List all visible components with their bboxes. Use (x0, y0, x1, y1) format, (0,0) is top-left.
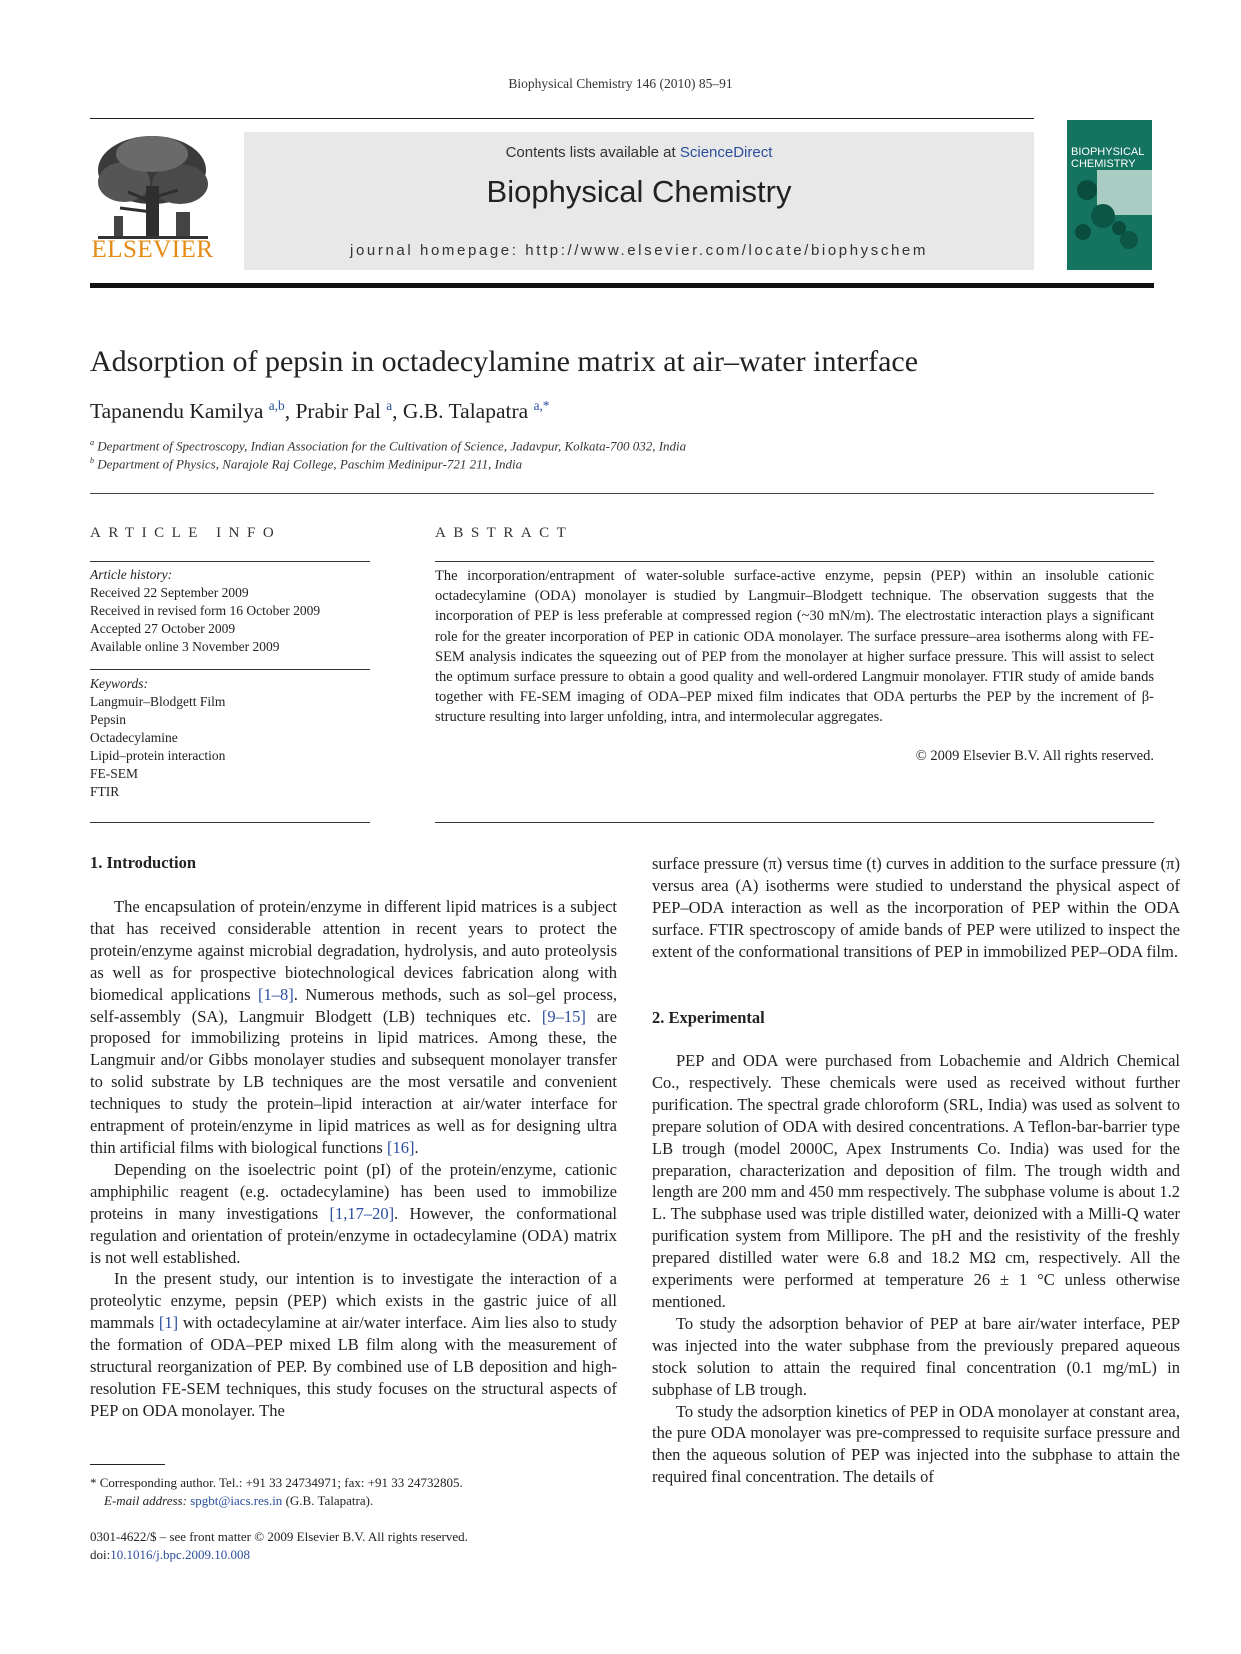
keyword: Octadecylamine (90, 730, 178, 745)
author-name: G.B. Talapatra (402, 399, 529, 424)
article-title: Adsorption of pepsin in octadecylamine matrix at air–water interface (90, 345, 919, 378)
doi-label: doi: (90, 1547, 111, 1562)
divider (90, 669, 370, 670)
paragraph (90, 896, 617, 1159)
text: with octadecylamine at air/water interface. Aim lies also to study the formation of ODA–PEP mixed LB film along with the measurement of structural reorganization of PEP. By combined use of LB deposition and high-resolution FE-SEM techniques, this study focuses on the structural aspects of PEP on ODA monolayer. The (90, 1313, 617, 1420)
keyword: Lipid–protein interaction (90, 748, 226, 763)
title-rule (90, 493, 1154, 494)
citation-link[interactable]: [16] (386, 1137, 415, 1157)
abstract-heading: ABSTRACT (435, 525, 574, 541)
article-info-heading: ARTICLE INFO (90, 525, 282, 541)
header-thick-rule (90, 283, 1154, 288)
corresponding-author: * Corresponding author. Tel.: +91 33 24734971; fax: +91 33 24732805. (90, 1475, 463, 1490)
citation-link[interactable]: [9–15] (541, 1006, 586, 1026)
text: . (414, 1137, 419, 1157)
paragraph: surface pressure (π) versus time (t) curves in addition to the surface pressure (π) versus area (A) isotherms were studied to understand the physical aspect of PEP–ODA interaction as well as the incorporation of PEP within the ODA surface. FTIR spectroscopy of amide bands of PEP were utilized to inspect the extent of the conformational transitions of PEP in immobilized PEP–ODA film. (652, 854, 1180, 961)
divider (90, 822, 370, 823)
author-list: Tapanendu Kamilya $^{a,b}$, Prabir Pal $^a$, G.B. Talapatra $^{a,*}$ (90, 398, 550, 424)
divider (90, 561, 370, 562)
affiliation (90, 456, 522, 472)
footnote-rule (90, 1464, 165, 1465)
affiliation-mark: a (90, 438, 95, 447)
text: In the present study, our intention is to investigate the interaction of a proteolytic enzyme, pepsin (PEP) which exists in the gastric juice of all mammals (90, 1269, 617, 1333)
cover-bubbles-icon (1067, 120, 1152, 270)
text: Depending on the isoelectric point (pI) of the protein/enzyme, cationic amphiphilic reagent (e.g. octadecylamine) has been used to immobilize proteins in many investigations (90, 1159, 617, 1223)
affiliation (90, 438, 686, 454)
author-marks[interactable]: a,* (533, 398, 550, 413)
divider (435, 822, 1154, 823)
email-suffix: (G.B. Talapatra). (282, 1493, 374, 1508)
history-item: Accepted 27 October 2009 (90, 621, 236, 636)
email-link[interactable]: spgbt@iacs.res.in (190, 1493, 283, 1508)
text: The encapsulation of protein/enzyme in different lipid matrices is a subject that has received considerable attention in recent years to protect the protein/enzyme against microbial degradation, hydrolysis, and auto proteolysis as well as for prospective biotechnological devices fabrication along with biomedical applications (90, 897, 617, 1004)
paragraph: PEP and ODA were purchased from Lobachemie and Aldrich Chemical Co., respectively. These chemicals were used as received without further purification. The spectral grade chloroform (SRL, India) was used as solvent to prepare solution of ODA with desired concentrations. A Teflon-bar-barrier type LB trough (model 2000C, Apex Instruments Co. India) was used for the preparation, characterization and deposition of film. The trough width and length are 200 mm and 450 mm respectively. The subphase volume is about 1.2 L. The subphase used was triple distilled water, deionized with a Milli-Q water purification system from Millipore. The pH and the resistivity of the freshly prepared distilled water were 6.8 and 18.2 MΩ cm, respectively. All the experiments were performed at temperature 26 ± 1 °C unless otherwise mentioned. (652, 1051, 1180, 1311)
text: are proposed for immobilizing proteins in lipid matrices. Among these, the Langmuir and/or Gibbs monolayer studies and subsequent monolayer transfer to solid substrate by LB techniques are the most versatile and convenient techniques to study the protein–lipid interaction at air/water interface for entrapment of protein/enzyme in lipid matrices as well as for designing ultra thin artificial films with biological functions (90, 1006, 617, 1157)
section-title-experimental: 2. Experimental (652, 1008, 765, 1027)
author-marks[interactable]: a,b (268, 398, 285, 413)
paragraph: To study the adsorption behavior of PEP at bare air/water interface, PEP was injected into the water subphase from the previously prepared aqueous stock solution to attain the required final concentration (0.1 mg/mL) in subphase of LB trough. (652, 1313, 1180, 1399)
paragraph: To study the adsorption kinetics of PEP in ODA monolayer at constant area, the pure ODA monolayer was pre-compressed to requisite surface pressure and then the aqueous solution of PEP was injected into the subphase to attain the required final concentration. The details of (652, 1401, 1180, 1487)
text: . However, the conformational regulation and orientation of protein/enzyme in octadecylamine (ODA) matrix is not well established. (90, 1203, 617, 1267)
front-matter (90, 1528, 617, 1564)
history-item: Received in revised form 16 October 2009 (90, 603, 321, 618)
citation-link[interactable]: [1,17–20] (329, 1203, 395, 1223)
body-column-right (652, 1050, 1180, 1488)
citation-link[interactable]: [1] (158, 1313, 179, 1333)
journal-banner (244, 132, 1034, 270)
sciencedirect-link[interactable]: ScienceDirect (679, 144, 773, 161)
history-label: Article history: (90, 567, 173, 582)
body-column-right-top (652, 853, 1180, 963)
abstract-copyright: © 2009 Elsevier B.V. All rights reserved. (915, 748, 1154, 764)
keywords (90, 675, 370, 801)
journal-homepage-link[interactable]: journal homepage: http://www.elsevier.com/locate/biophyschem (350, 242, 928, 259)
keyword: Pepsin (90, 712, 127, 727)
divider (435, 561, 1154, 562)
affiliation-text: Department of Spectroscopy, Indian Association for the Cultivation of Science, Jadavpur, Kolkata-700 032, India (97, 438, 687, 454)
doi-line (90, 1546, 617, 1564)
front-matter-line: 0301-4622/$ – see front matter © 2009 Elsevier B.V. All rights reserved. (90, 1529, 468, 1544)
contents-line (244, 144, 1034, 161)
email-line (90, 1492, 617, 1510)
cover-title: BIOPHYSICAL CHEMISTRY (1071, 146, 1144, 170)
section-title-introduction: 1. Introduction (90, 853, 197, 872)
history-item: Received 22 September 2009 (90, 585, 249, 600)
keyword: FTIR (90, 784, 120, 799)
journal-cover[interactable] (1067, 120, 1152, 270)
journal-title: Biophysical Chemistry (486, 174, 792, 209)
body-column-left (90, 896, 617, 1422)
keyword: Langmuir–Blodgett Film (90, 694, 226, 709)
paragraph (90, 1268, 617, 1421)
paragraph (90, 1159, 617, 1269)
footnote (90, 1474, 617, 1510)
elsevier-logo[interactable] (90, 132, 215, 274)
elsevier-wordmark: ELSEVIER (91, 236, 214, 263)
affiliation-text: Department of Physics, Narajole Raj College, Paschim Medinipur-721 211, India (97, 456, 523, 472)
header-rule (90, 118, 1034, 119)
text: . Numerous methods, such as sol–gel process, self-assembly (SA), Langmuir Blodgett (LB) techniques etc. (90, 984, 617, 1026)
citation-link[interactable]: [1–8] (258, 984, 294, 1004)
author-name: Prabir Pal (295, 399, 381, 424)
keywords-label: Keywords: (90, 676, 148, 691)
author-name: Tapanendu Kamilya (90, 399, 264, 424)
history-item: Available online 3 November 2009 (90, 639, 280, 654)
running-head: Biophysical Chemistry 146 (2010) 85–91 (508, 76, 733, 91)
email-label: E-mail address: (104, 1493, 191, 1508)
affiliation-mark: b (90, 456, 95, 465)
contents-prefix: Contents lists available at (505, 144, 680, 161)
abstract-text: The incorporation/entrapment of water-soluble surface-active enzyme, pepsin (PEP) within an insoluble cationic octadecylamine (ODA) monolayer is studied by Langmuir–Blodgett technique. The observation suggests that the incorporation of PEP is less preferable at compressed region (~30 mN/m). The electrostatic interaction plays a significant role for the greater incorporation of PEP in cationic ODA monolayer. The surface pressure–area isotherms along with FE-SEM analysis indicates the squeezing out of PEP from the monolayer at higher surface pressure. This will assist to select the optimum surface pressure to obtain a good quality and well-ordered Langmuir monolayer. FTIR study of amide bands together with FE-SEM imaging of ODA–PEP mixed film indicates that ODA perturbs the PEP by the increment of β-structure resulting into larger unfolding, intra, and intermolecular aggregates. (435, 568, 1154, 726)
article-history (90, 566, 370, 656)
keyword: FE-SEM (90, 766, 139, 781)
author-marks[interactable]: a (386, 398, 393, 413)
doi-link[interactable]: 10.1016/j.bpc.2009.10.008 (110, 1547, 250, 1562)
